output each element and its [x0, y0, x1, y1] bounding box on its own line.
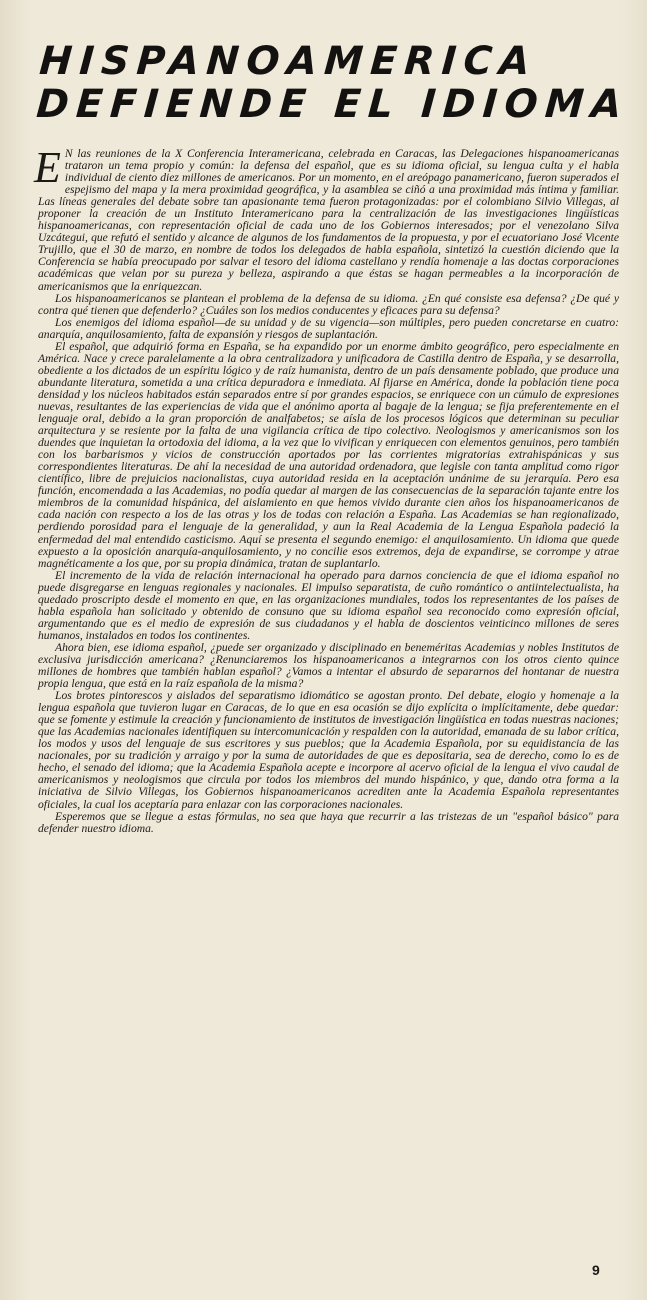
title-line-1: HISPANOAMERICA [37, 39, 539, 84]
paragraph-7: Los brotes pintorescos y aislados del separatismo idiomático se agostan pronto. Del debate, elogio y homenaje a la lengua española que tuvieron lugar en Caracas, de lo que en esa ocasión se dijo explícita o implícitamente, debe quedar: que se fomente y estimule la creación y funcionamiento de institutos de investigación lingüística en todas nuestras naciones; que las Academias nacionales identifiquen su intercomunicación y respalden con la autoridad, emanada de su labor crítica, los modos y usos del lenguaje de sus escritores y sus pueblos; que la Academia Española, por su equidistancia de las nacionales, por su tradición y arraigo y por la suma de autoridades de que es depositaria, sea de derecho, como lo es de hecho, el senado del idioma; que la Academia Española acepte e incorpore al acervo oficial de la lengua el vivo caudal de americanismos y neologismos que circula por todos los miembros del mundo hispánico, y que, dando otra forma a la iniciativa de Silvio Villegas, los Gobiernos hispanoamericanos acrediten ante la Academia Española representantes oficiales, la cual los aceptaría para enlazar con las corporaciones nacionales. [38, 689, 619, 811]
paragraph-3: Los enemigos del idioma español—de su unidad y de su vigencia—son múltiples, pero pueden concretarse en cuatro: anarquía, anquilosamiento, falta de expansión y riesgos de suplantación. [38, 315, 619, 341]
paragraph-6: Ahora bien, ese idioma español, ¿puede ser organizado y disciplinado en beneméritas Academias y nobles Institutos de exclusiva jurisdicción americana? ¿Renunciaremos los hispanoamericanos a integrarnos con los otros ciento quince millones de hombres que también hablan español? ¿Vamos a intentar el absurdo de separarnos del hontanar de nuestra propia lengua, que está en la raíz española de la misma? [38, 640, 619, 691]
paragraph-4: El español, que adquirió forma en España, se ha expandido por un enorme ámbito geográfico, pero especialmente en América. Nace y crece paralelamente a la obra centralizadora y unificadora de Castilla dentro de España, y se desarrolla, obediente a los dictados de un espíritu lógico y de raíz humanista, dentro de un país densamente poblado, que produce una abundante literatura, sometida a una crítica depuradora e inmediata. Al fijarse en América, donde la población tiene poca densidad y los núcleos habitados están separados entre sí por grandes espacios, se enriquece con un cúmulo de expresiones nuevas, resultantes de las experiencias de vida que el anónimo aporta al bagaje de la lengua; se fija preferentemente en el lenguaje oral, debido a la gran proporción de analfabetos; se aísla de los procesos lógicos que determinan su peculiar arquitectura y se resiente por la falta de una vigilancia crítica de tipo colectivo. Neologismos y americanismos son los duendes que inquietan la ortodoxia del idioma, a la vez que lo vivifican y enriquecen con elementos genuinos, pero también con los barbarismos y vicios de construcción aportados por las corrientes migratorias extrahispánicas y sus correspondientes literaturas. De ahí la necesidad de una autoridad ordenadora, que legisle con tanta amplitud como rigor científico, libre de prejuicios nacionalistas, cuya autoridad resida en la aceptación unánime de su jerarquía. Pero esa función, encomendada a las Academias, no podía quedar al margen de las consecuencias de la separación tajante entre los miembros de la comunidad hispánica, del aislamiento en que hemos vivido durante cien años los hispanoamericanos de cada nación con respecto a los de las otras y los de todas con relación a España. Las Academias se han regionalizado, perdiendo porosidad para el lenguaje de la generalidad, y aun la Real Academia de la Lengua Española padeció la enfermedad del mal entendido casticismo. Aquí se presenta el segundo enemigo: el anquilosamiento. Un idioma que quede expuesto a la oposición anarquía-anquilosamiento, y no concilie esos extremos, deja de expandirse, se corrompe y atrae magnéticamente a los que, por su propia dinámica, tratan de suplantarlo. [38, 339, 619, 570]
article-body [34, 143, 619, 835]
paragraph-1-text: N las reuniones de la X Conferencia Interamericana, celebrada en Caracas, las Delegaciones hispanoamericanas trataron un tema propio y común: la defensa del español, que es su idioma oficial, su lengua culta y el habla individual de ciento diez millones de americanos. Por un momento, en el areópago panamericano, fueron superados el espejismo del mapa y la mera proximidad geográfica, y la asamblea se ciñó a una proximidad más íntima y familiar. Las líneas generales del debate sobre tan apasionante tema fueron protagonizadas: por el colombiano Silvio Villegas, al proponer la creación de un Instituto Interamericano para la centralización de las investigaciones lingüísticas hispanoamericanas, con representación oficial de cada uno de los Gobiernos interesados; por el venezolano Silva Uzcátegui, que refutó el sentido y alcance de algunos de los fundamentos de la propuesta, y por el ecuatoriano José Vicente Trujillo, que el 30 de marzo, en nombre de todos los delegados de habla española, sintetizó la cuestión diciendo que la Conferencia se había preocupado por salvar el tesoro del idioma castellano y rendía homenaje a las doctas corporaciones académicas que velan por su pureza y belleza, aspirando a que éstas se hagan permeables a la incorporación de americanismos que la enriquezcan. [38, 147, 619, 293]
page-number: 9 [592, 1262, 600, 1278]
title-line-2: DEFIENDE EL IDIOMA [34, 82, 631, 127]
drop-cap: E [34, 143, 61, 192]
article-title [34, 39, 631, 127]
paragraph-1 [34, 143, 619, 293]
paragraph-5: El incremento de la vida de relación internacional ha operado para darnos conciencia de que el idioma español no puede disgregarse en lenguas regionales y nacionales. El impulso separatista, de cuño romántico o antiintelectualista, ha quedado proscripto desde el momento en que, en las organizaciones mundiales, todos los representantes de los países de habla española han solicitado y obtenido de consuno que su idioma español sea reconocido como expresión oficial, argumentando que es el medio de expresión de sus ciudadanos y el habla de doscientos veinticinco millones de seres humanos, instalados en todos los continentes. [38, 568, 619, 642]
paragraph-2: Los hispanoamericanos se plantean el problema de la defensa de su idioma. ¿En qué consiste esa defensa? ¿De qué y contra qué tienen que defenderlo? ¿Cuáles son los medios conducentes y eficaces para su defensa? [38, 291, 619, 317]
paragraph-8: Esperemos que se llegue a estas fórmulas, no sea que haya que recurrir a las tristezas de un "español básico" para defender nuestro idioma. [38, 809, 619, 835]
